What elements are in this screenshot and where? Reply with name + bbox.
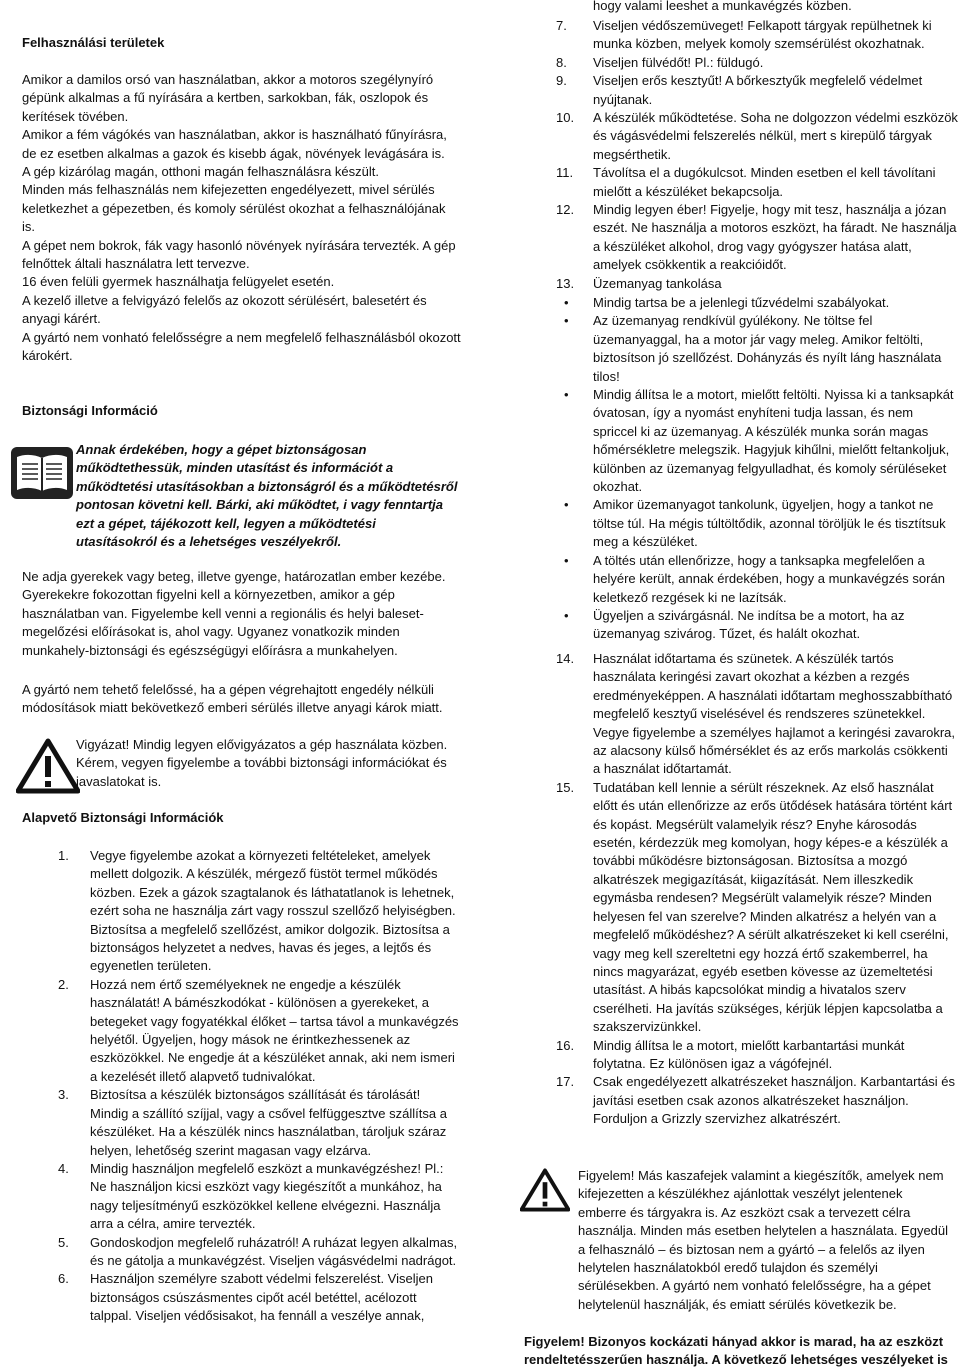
usage-paragraphs: [22, 71, 462, 366]
list-item: 6. Használjon személyre szabott védelmi felszerelést. Viseljen biztonságos csúszásmentes cipőt acél betéttel, acélozott talppal. Viseljen védősisakot, ha fennáll a veszélye annak,: [58, 1271, 433, 1324]
warning-text: Vigyázat! Mindig legyen elővigyázatos a gép használata közben. Kérem, vegyen figyelembe a további biztonsági információkat és javaslatokat is.: [76, 737, 448, 789]
list-item: 16. Mindig állítsa le a motort, mielőtt karbantartási munkát folytatna. Ez különösen igaz a vágófejnél.: [556, 1037, 905, 1071]
list-item: 2. Hozzá nem értő személyeknek ne engedje a készülék használatát! A bámészkodókat - különösen a gyerekeket, a betegeket vagy fogyatékkal élőket – tartsa távol a munkavégzés helyétől. Ügyeljen, hogy mások ne érintkezhessenek az eszközökkel. Ne engedje át a készüléket annak, aki nem ismeri a kezelését illető alapvető tudnivalókat.: [58, 976, 459, 1084]
list-item: 17. Csak engedélyezett alkatrészeket használjon. Karbantartási és javítási esetben csak azonos alkatrészeket használjon. Forduljon a Grizzly szervizhez alkatrészért.: [556, 1074, 956, 1127]
safety-title: Biztonsági Információ: [22, 403, 158, 418]
warning-icon: [520, 1168, 570, 1217]
list-item: 10. A készülék működtetése. Soha ne dolgozzon védelmi eszközök és vágásvédelmi felszerelés nélkül, mert s kirepülő tárgyak megsérthetik.: [556, 110, 958, 162]
usage-paragraph: A gépet nem bokrok, fák vagy hasonló növények nyírására tervezték. A gép felnőttek általi használatra lett tervezve.: [22, 237, 456, 272]
usage-title: Felhasználási területek: [22, 35, 165, 50]
list-item: 1. Vegye figyelembe azokat a környezeti feltételeket, amelyek mellett dolgozik. A készülék, mérgező füstöt termel működés közben. Ezek a gázok szagtalanok és láthatatlanok is lehetnek, ezért soha ne használja zárt vagy rosszul szellőző helyiségben. Biztosítsa a megfelelő szellőzést, amikor dolgozik. Biztosítsa a biztonságos helyzetet a nedves, havas és jeges, a lejtős és egyenetlen területen.: [58, 848, 456, 974]
safety-paragraph-1: Ne adja gyerekek vagy beteg, illetve gyenge, határozatlan ember kezébe. Gyerekekre fokozottan figyelni kell a környezetben, amikor a gép használatban van. Figyelembe kell venni a regionális és helyi baleset-megelőzési előírásokat is, ahol vagy. Ugyanez vonatkozik minden munkahely-biztonsági és egészségügyi előírásra a munkahelyen.: [22, 569, 446, 658]
continued-line: hogy valami leeshet a munkavégzés közben.: [593, 0, 852, 13]
usage-paragraph: Minden más felhasználás nem kifejezetten engedélyezett, mivel sérülés keletkezhet a gépezetben, és komoly sérülést okozhat a felhasználójának is.: [22, 182, 446, 235]
list-item: 8. Viseljen fülvédőt! Pl.: füldugó.: [556, 54, 764, 70]
bullet-item: • A töltés után ellenőrizze, hogy a tanksapka megfelelően a helyére került, annak érdekében, hogy a munkavégzés során keletkező rezgések ki ne lazítsák.: [564, 552, 945, 605]
basic-safety-title: Alapvető Biztonsági Információk: [22, 810, 224, 825]
fuel-bullet-list: [548, 294, 958, 644]
usage-paragraph: A kezelő illetve a felvigyázó felelős az okozott sérülésért, balesetért és anyagi kárért.: [22, 292, 427, 327]
list-item: 15. Tudatában kell lennie a sérült részeknek. Az első használat előtt és után ellenőrizze az erős ütődések hatására történt kárt és kopást. Megsérült valamelyik rész? Enyhe károsodás esetén, kérdezzük meg komolyan, hogy képes-e a készülék a további működésre biztonságosan. Biztosítsa a mozgó alkatrészek megigazítását, kiigazítását. Nem illeszkedik egymásba rendesen? Megsérült valamelyik része? Minden helyesen fel van szerelve? Minden alkatrész a helyén van a megfelelő működéshez? A sérült alkatrészeket ki kell cserélni, vagy meg kell szereltetni egy hozzá értő szakemberrel, ha nincs magyarázat, egyéb esetben kövesse az üzemeltetési utasítást. A hibás kapcsolókat mindig a hivatalos szerv cserélheti. Ha javítás szükséges, kérjük lépjen kapcsolatba a szakszervizünkkel.: [556, 779, 953, 1035]
list-item: 7. Viseljen védőszemüveget! Felkapott tárgyak repülhetnek ki munka közben, melyek komoly szemsérülést okozhatnak.: [556, 18, 932, 52]
usage-paragraph: A gyártó nem vonható felelősségre a nem megfelelő felhasználásból okozott károkért.: [22, 329, 461, 364]
bullet-item: • Mindig tartsa be a jelenlegi tűzvédelmi szabályokat.: [564, 295, 890, 310]
safety-list-continued: [556, 17, 958, 293]
list-item: 5. Gondoskodjon megfelelő ruházatról! A ruházat legyen alkalmas, és ne gátolja a munkavégzést. Viseljen vágásvédelmi nadrágot.: [58, 1234, 458, 1268]
list-item: 3. Biztosítsa a készülék biztonságos szállítását és tárolását! Mindig a szállító szíjjal, vagy a csővel felfüggesztve szállítsa a készüléket. Ha a készülék nincs használatban, tároljuk száraz helyen, lehetőség szerint magasan vagy elzárva.: [58, 1087, 447, 1158]
list-item: 14. Használat időtartama és szünetek. A készülék tartós használata keringési zavart okozhat a kézben a rezgés eredményeképpen. A használati időtartam meghosszabbítható megfelelő kesztyű viselésével és rendszeres szünetekkel. Vegye figyelembe a személyes hajlamot a keringési zavarokra, az alacsony külső hőmérséklet és az erős markolás csökkenti a használat időtartamát.: [556, 651, 956, 777]
bullet-item: • Mindig állítsa le a motort, mielőtt feltölti. Nyissa ki a tanksapkát óvatosan, így a nyomást enyhíteni tudja lassan, és nem spriccel ki az üzemanyag. A készülék munka során magas hőmérsékletre melegszik. Hagyjuk kihűlni, mielőtt feltankoljuk, különben az üzemanyag felgyulladhat, és komoly sérüléseket okozhat.: [564, 387, 954, 495]
bullet-item: • Amikor üzemanyagot tankolunk, ügyeljen, hogy a tankot ne töltse túl. Ha mégis túltöltődik, azonnal töröljük le és tisztítsuk meg a készüléket.: [564, 497, 946, 550]
safety-list-final: [556, 650, 958, 1129]
bullet-item: • Ügyeljen a szivárgásnál. Ne indítsa be a motort, ha az üzemanyag szivárog. Tűzet, és halált okozhat.: [564, 607, 905, 642]
usage-paragraph: Amikor a damilos orsó van használatban, akkor a motoros szegélynyíró gépünk alkalmas a fű nyírására a kertben, sarkokban, fák, oszlopok és kerítések tövében.: [22, 72, 434, 124]
safety-note: Annak érdekében, hogy a gépet biztonságosan működtethessük, minden utasítást és információt a működtetési utasításokban a biztonságról és a működtetésről pontosan követni kell. Bárki, aki működtet, i vagy fenntartja ezt a gépet, tájékozott kell, legyen a működtetési utasításokról és a lehetséges veszélyekről.: [76, 442, 458, 550]
list-item: 11. Távolítsa el a dugókulcsot. Minden esetben el kell távolítani mielőtt a készüléket bekapcsolja.: [556, 165, 936, 199]
usage-paragraph: A gép kizárólag magán, otthoni magán felhasználásra készült.: [22, 164, 379, 180]
list-item: 12. Mindig legyen éber! Figyelje, hogy mit tesz, használja a józan eszét. Ne használja a motoros eszközt, ha fáradt. Ne használja a készüléket alkohol, drog vagy gyógyszer hatása alatt, amelyek csökkentik a reakcióidőt.: [556, 202, 957, 273]
list-item: 9. Viseljen erős kesztyűt! A bőrkesztyűk megfelelő védelmet nyújtanak.: [556, 73, 923, 107]
book-icon: [10, 446, 74, 505]
usage-paragraph: Amikor a fém vágókés van használatban, akkor is használható fűnyírásra, de ez esetben alkalmas a gazok és kisebb ágak, növények levágására is.: [22, 127, 447, 161]
usage-paragraph: 16 éven felüli gyermek használhatja felügyelet esetén.: [22, 274, 335, 290]
final-warning: Figyelem! Bizonyos kockázati hányad akkor is marad, ha az eszközt rendeltetésszerűen használja. A következő lehetséges veszélyeket is: [524, 1334, 948, 1368]
safety-paragraph-2: A gyártó nem tehető felelőssé, ha a gépen végrehajtott engedély nélküli módosítások miatt bekövetkező emberi sérülés illetve anyagi károk miatt.: [22, 682, 443, 716]
basic-safety-list: [58, 847, 462, 1326]
warning-icon: [16, 738, 80, 799]
list-item: 13. Üzemanyag tankolása: [556, 275, 722, 291]
bullet-item: • Az üzemanyag rendkívül gyúlékony. Ne töltse fel üzemanyaggal, ha a motor jár vagy meleg. Amikor feltölti, biztosítson jó szellőzést. Dohányzás és nyílt láng használata tilos!: [564, 313, 942, 384]
list-item: 4. Mindig használjon megfelelő eszközt a munkavégzéshez! Pl.: Ne használjon kicsi eszközt vagy kiegészítőt a munkához, ha nagy teljesítményű eszközökkel kellene elvégezni. Használja arra a célra, amire tervezték.: [58, 1160, 444, 1232]
warning-text-2: Figyelem! Más kaszafejek valamint a kiegészítők, amelyek nem kifejezetten a készülékhez ajánlottak veszélyt jelentenek emberre és tárgyakra is. Az eszközt csak a tervezett célra használja. Minden más esetben helytelen a használata. Egyedül a felhasználó – és biztosan nem a gyártó – a felelős az ilyen helytelen használatokból eredő tulajdon és személyi sérülésekben. A gyártó nem vonható felelősségre, ha a gépet helytelenül használják, és emiatt sérülés következik be.: [578, 1168, 949, 1312]
